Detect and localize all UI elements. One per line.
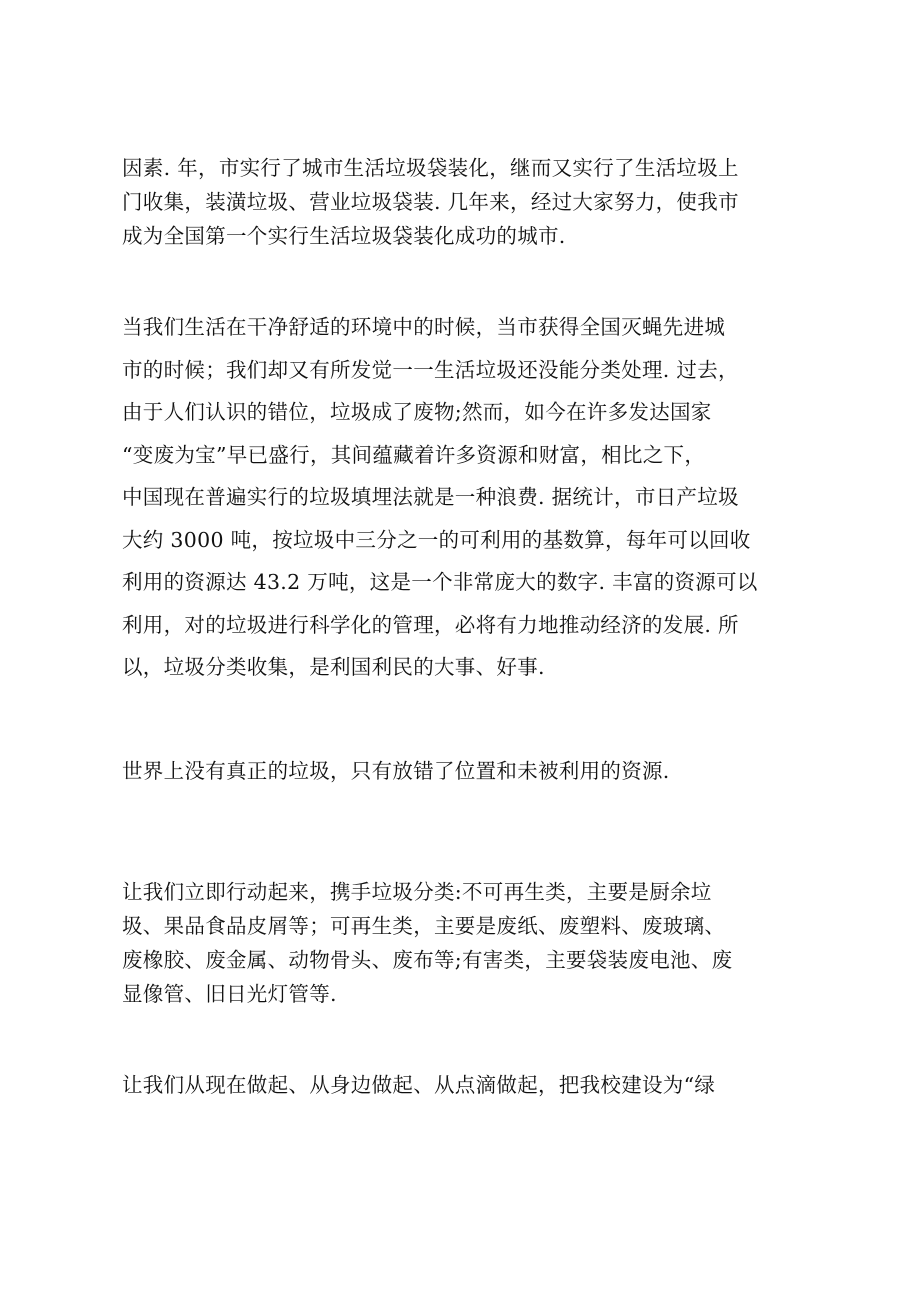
- text-line: 当我们生活在干净舒适的环境中的时候，当市获得全国灭蝇先进城: [122, 315, 726, 339]
- text-line: 以，垃圾分类收集，是利国利民的大事、好事.: [122, 655, 545, 679]
- text-line: 废橡胶、废金属、动物骨头、废布等;有害类，主要袋装废电池、废: [122, 948, 733, 972]
- text-line: 中国现在普遍实行的垃圾填埋法就是一种浪费. 据统计，市日产垃圾: [122, 485, 739, 509]
- text-line: 因素. 年，市实行了城市生活垃圾袋装化，继而又实行了生活垃圾上: [122, 156, 739, 180]
- text-line: 让我们从现在做起、从身边做起、从点滴做起，把我校建设为“绿: [122, 1073, 716, 1097]
- text-line: 成为全国第一个实行生活垃圾袋装化成功的城市.: [122, 224, 566, 248]
- text-line: 由于人们认识的错位，垃圾成了废物;然而，如今在许多发达国家: [122, 400, 712, 424]
- paragraph-resource-value: [122, 306, 812, 689]
- text-line: 圾、果品食品皮屑等；可再生类，主要是废纸、废塑料、废玻璃、: [122, 914, 726, 938]
- text-line: 显像管、旧日光灯管等.: [122, 982, 337, 1006]
- text-line: 利用，对的垃圾进行科学化的管理，必将有力地推动经济的发展. 所: [122, 612, 739, 637]
- text-line: 让我们立即行动起来，携手垃圾分类:不可再生类，主要是厨余垃: [122, 880, 712, 904]
- text-line: 世界上没有真正的垃圾，只有放错了位置和未被利用的资源.: [122, 759, 670, 783]
- paragraph-sorting-categories: [122, 875, 812, 1011]
- text-line: 大约 3000 吨，按垃圾中三分之一的可利用的基数算，每年可以回收: [122, 527, 751, 552]
- text-line: 门收集，装潢垃圾、营业垃圾袋装. 几年来，经过大家努力，使我市: [122, 190, 739, 214]
- text-line: 市的时候；我们却又有所发觉一一生活垃圾还没能分类处理. 过去，: [122, 357, 739, 382]
- text-line: “变废为宝”早已盛行，其间蕴藏着许多资源和财富，相比之下，: [122, 442, 706, 467]
- paragraph-no-real-garbage: [122, 754, 812, 788]
- paragraph-garbage-bagging: [122, 151, 812, 253]
- paragraph-start-now: [122, 1068, 812, 1102]
- text-line: 利用的资源达 43.2 万吨，这是一个非常庞大的数字. 丰富的资源可以: [122, 570, 758, 594]
